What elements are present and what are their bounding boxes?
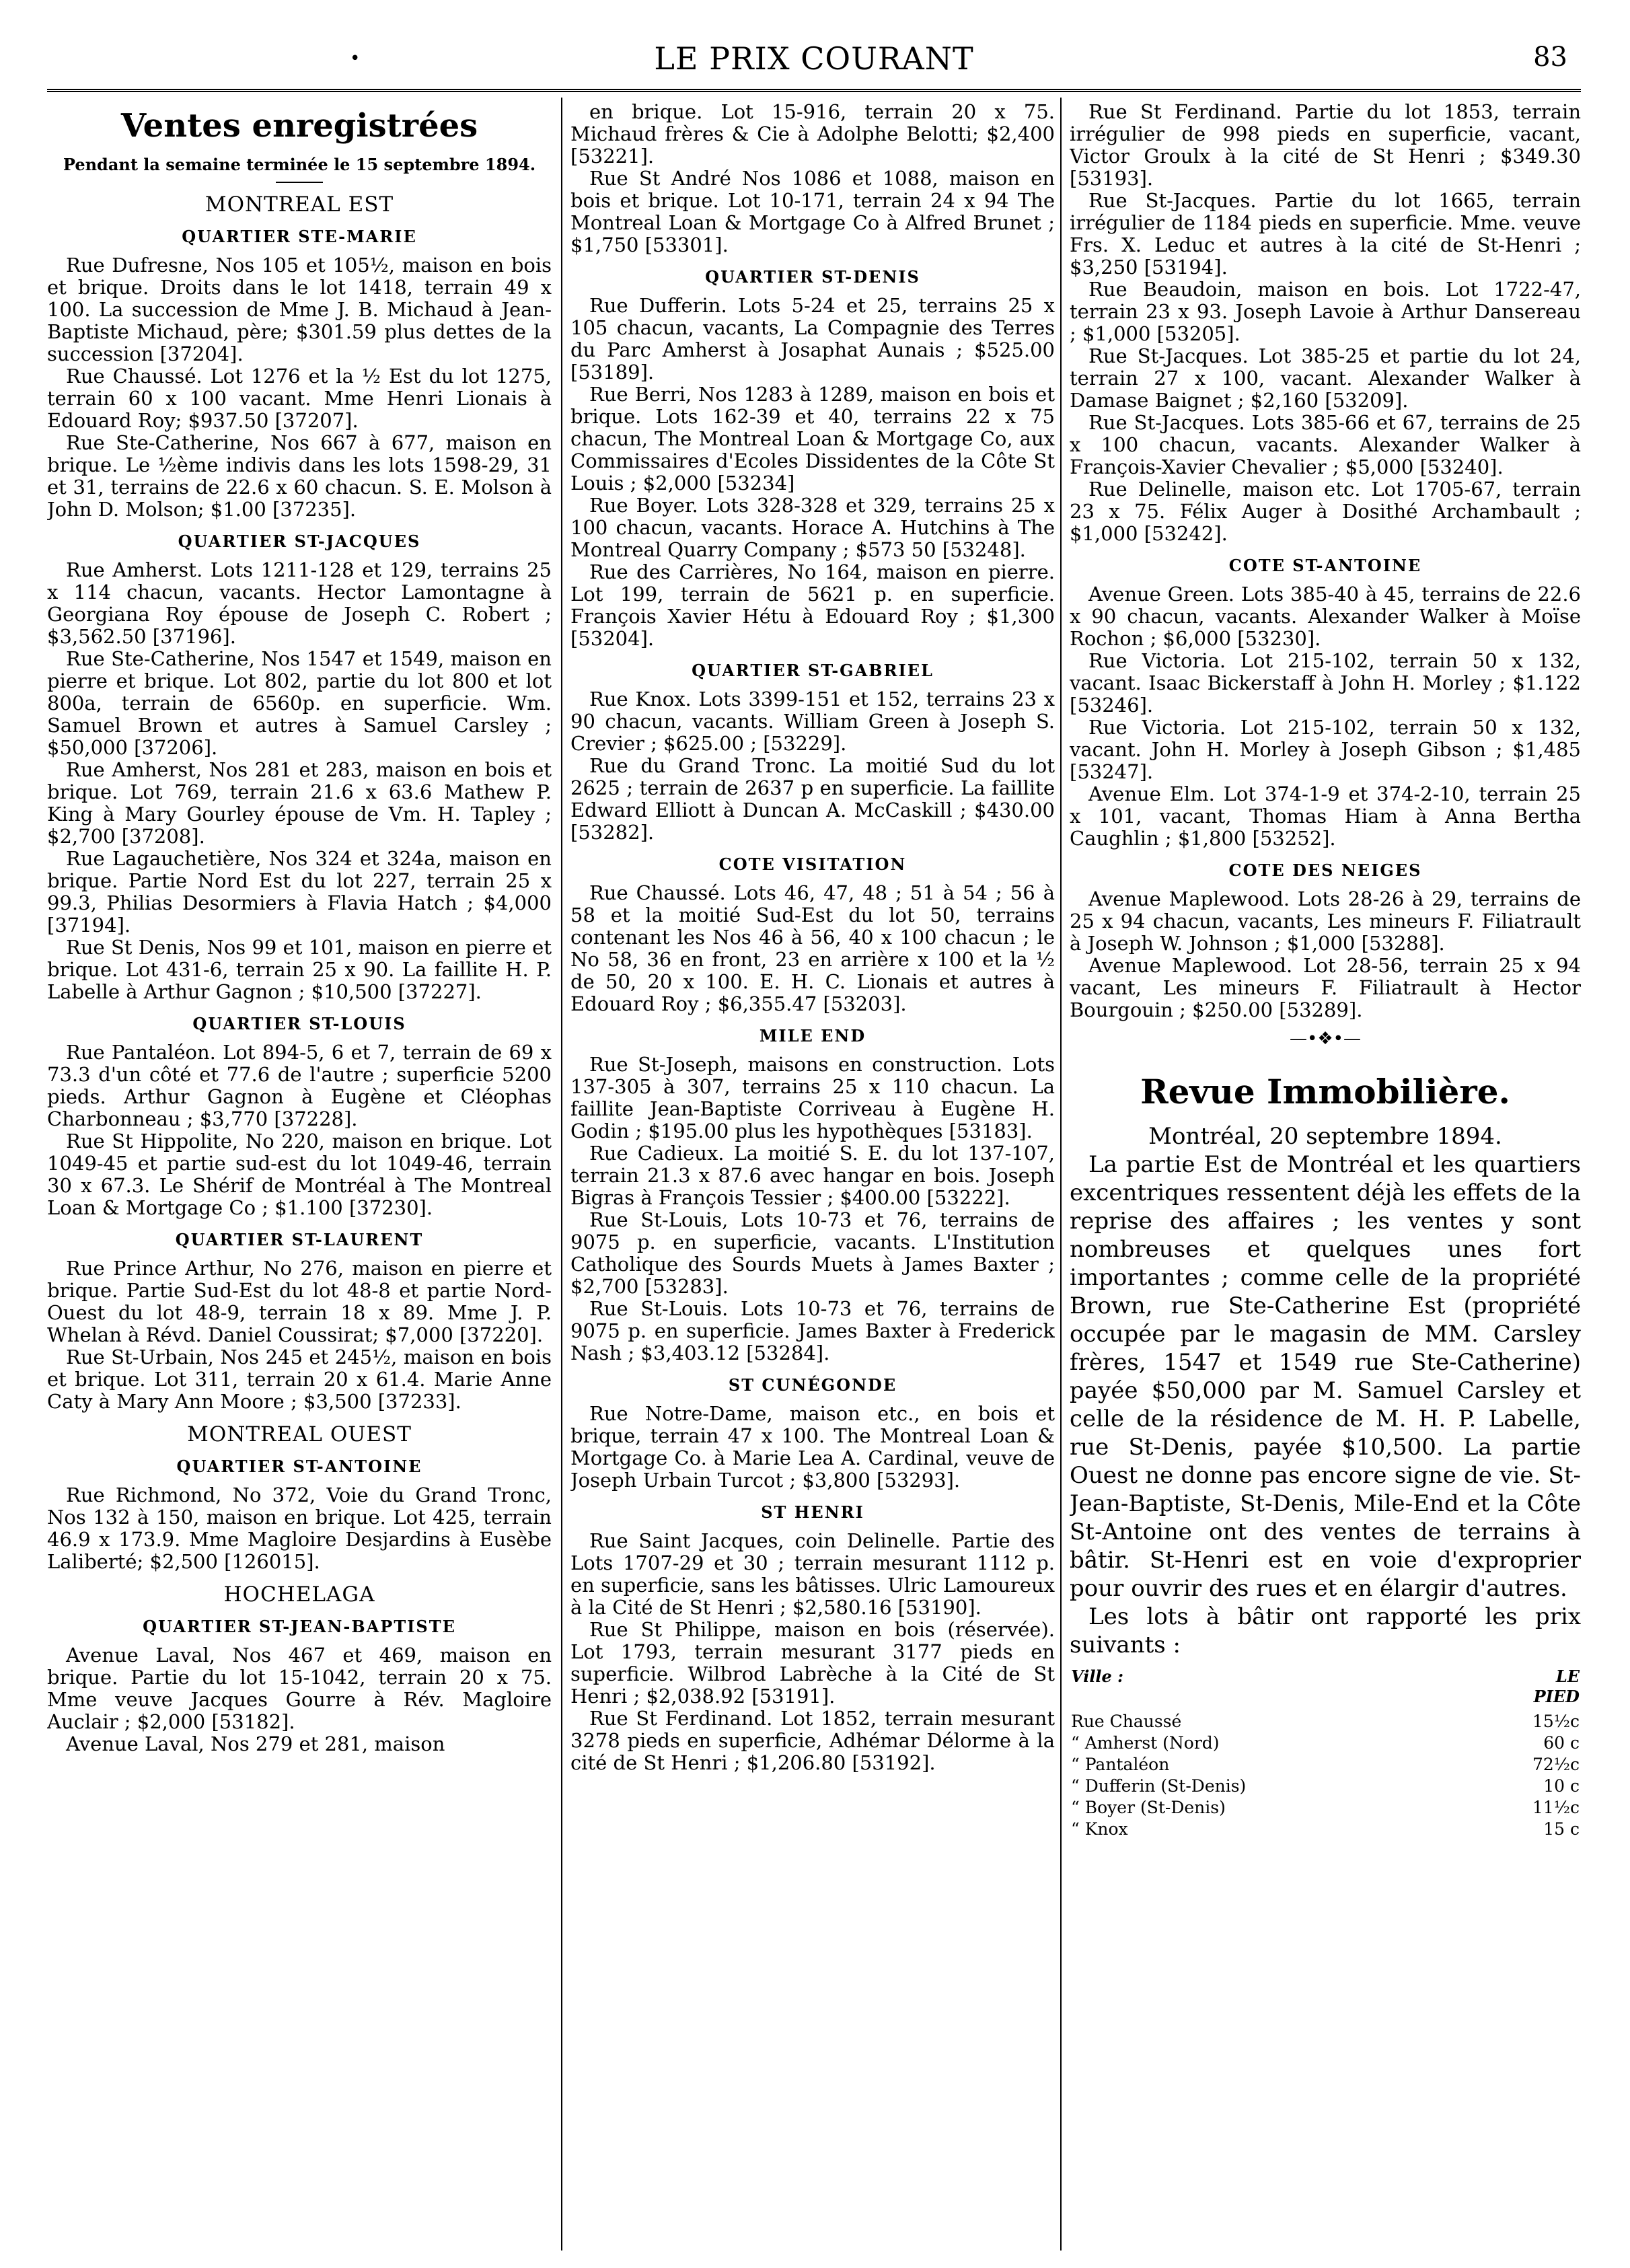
sale-entry: Rue Victoria. Lot 215-102, terrain 50 x 132, vacant. John H. Morley à Joseph Gibson ; $1,485 [53247]. (1070, 716, 1581, 783)
sale-entry: Rue Boyer. Lots 328-328 et 329, terrains 25 x 100 chacun, vacants. Horace A. Hutchins à The Montreal Quarry Company ; $573 50 [53248]. (570, 494, 1055, 561)
revue-date: Montréal, 20 septembre 1894. (1148, 1123, 1502, 1150)
street-name: “ Dufferin (St-Denis) (1071, 1776, 1247, 1796)
sale-entry: Rue du Grand Tronc. La moitié Sud du lot 2625 ; terrain de 2637 p en superficie. La faillite Edward Elliott à Duncan A. McCaskill ; $430.00 [53282]. (570, 754, 1055, 844)
sale-entry: Rue St-Louis, Lots 10-73 et 76, terrains de 9075 p. en superficie, vacants. L'Institution Catholique des Sourds Muets à James Baxter ; $2,700 [53283]. (570, 1208, 1055, 1298)
column-divider (1060, 98, 1062, 2251)
revue-title: Revue Immobilière. (1140, 1072, 1510, 1111)
sale-entry: Rue Pantaléon. Lot 894-5, 6 et 7, terrain de 69 x 73.3 d'un côté et 77.6 de l'autre ; superficie 5200 pieds. Arthur Gagnon à Eugène et Cléophas Charbonneau ; $3,770 [37228]. (47, 1041, 552, 1130)
sale-entry: Rue Prince Arthur, No 276, maison en pierre et brique. Partie Sud-Est du lot 48-8 et partie Nord-Ouest du lot 48-9, terrain 18 x 89. Mme J. P. Whelan à Révd. Daniel Coussirat; $7,000 [37220]. (47, 1257, 552, 1346)
sale-entry: Avenue Elm. Lot 374-1-9 et 374-2-10, terrain 25 x 101, vacant, Thomas Hiam à Anna Bertha Caughlin ; $1,800 [53252]. (1070, 782, 1581, 850)
header-mark: • (350, 48, 361, 69)
sale-entry: Rue Lagauchetière, Nos 324 et 324a, maison en brique. Partie Nord Est du lot 227, terrain 25 x 99.3, Philias Desormiers à Flavia Hatch ; $4,000 [37194]. (47, 847, 552, 937)
sale-entry: Rue St Hippolite, No 220, maison en brique. Lot 1049-45 et partie sud-est du lot 1049-46, terrain 30 x 67.3. Le Shérif de Montréal à The Montreal Loan & Mortgage Co ; $1.100 [37230]. (47, 1130, 552, 1219)
sale-entry: Rue St Ferdinand. Partie du lot 1853, terrain irrégulier de 998 pieds en superficie, vacant, Victor Groulx à la cité de St Henri ; $349.30 [53193]. (1070, 101, 1581, 190)
divider (276, 182, 323, 183)
sale-entry: Rue St Ferdinand. Lot 1852, terrain mesurant 3278 pieds en superficie, Adhémar Délorme à la cité de St Henri ; $1,206.80 [53192]. (570, 1707, 1055, 1774)
sale-entry: Rue Ste-Catherine, Nos 1547 et 1549, maison en pierre et brique. Lot 802, partie du lot 800 et lot 800a, terrain de 6560p. en superficie. Wm. Samuel Brown et autres à Samuel Carsley ; $50,000 [37206]. (47, 647, 552, 759)
sale-entry: Rue St-Jacques. Lots 385-66 et 67, terrains de 25 x 100 chacun, vacants. Alexander Walker à François-Xavier Chevalier ; $5,000 [53240]. (1070, 411, 1581, 478)
section-subtitle: Pendant la semaine terminée le 15 septembre 1894. (63, 155, 536, 174)
sale-entry: Rue Dufresne, Nos 105 et 105½, maison en bois et brique. Droits dans le lot 1418, terrain 49 x 100. La succession de Mme J. B. Michaud à Jean-Baptiste Michaud, père; $301.59 plus dettes de la succession [37204]. (47, 254, 552, 365)
sale-entry: Rue Notre-Dame, maison etc., en bois et brique, terrain 47 x 100. The Montreal Loan & Mortgage Co. à Marie Lea A. Cardinal, veuve de Joseph Urbain Turcot ; $3,800 [53293]. (570, 1402, 1055, 1492)
quartier-heading: COTE ST-ANTOINE (1228, 556, 1422, 575)
sale-entry: Rue Amherst, Nos 281 et 283, maison en bois et brique. Lot 769, terrain 21.6 x 63.6 Mathew P. King à Mary Gourley épouse de Vm. H. Tapley ; $2,700 [37208]. (47, 758, 552, 848)
street-name: “ Pantaléon (1071, 1755, 1170, 1774)
column-2 (570, 101, 1055, 2254)
sale-entry: Rue Beaudoin, maison en bois. Lot 1722-47, terrain 23 x 93. Joseph Lavoie à Arthur Dansereau ; $1,000 [53205]. (1070, 278, 1581, 345)
sale-entry: Avenue Laval, Nos 467 et 469, maison en brique. Partie du lot 15-1042, terrain 20 x 75. Mme veuve Jacques Gourre à Rév. Magloire Auclair ; $2,000 [53182]. (47, 1644, 552, 1733)
sale-entry: Rue St-Jacques. Partie du lot 1665, terrain irrégulier de 1184 pieds en superficie. Mme. veuve Frs. X. Leduc et autres à la cité de St-Henri ; $3,250 [53194]. (1070, 189, 1581, 279)
sale-entry: Rue St André Nos 1086 et 1088, maison en bois et brique. Lot 10-171, terrain 24 x 94 The Montreal Loan & Mortgage Co à Alfred Brunet ; $1,750 [53301]. (570, 167, 1055, 256)
column-3-body (1070, 101, 1581, 1021)
price-table (1070, 1666, 1581, 1840)
revue-paragraph: La partie Est de Montréal et les quartiers excentriques ressentent déjà les effets de la reprise des affaires ; les ventes y sont nombreuses et quelques unes fort importantes ; comme celle de la propriété Brown, rue Ste-Catherine Est (propriété occupée par le magasin de MM. Carsley frères, 1547 et 1549 rue Ste-Catherine) payée $50,000 par M. Samuel Carsley et celle de la résidence de M. H. P. Labelle, rue St-Denis, payée $10,500. La partie Ouest ne donne pas encore signe de vie. St-Jean-Baptiste, St-Denis, Mile-End et la Côte St-Antoine ont des ventes de terrains à bâtir. St-Henri est en voie d'exproprier pour ouvrir des rues et en élargir d'autres. (1070, 1151, 1581, 1602)
sale-entry: Rue St-Joseph, maisons en construction. Lots 137-305 à 307, terrains 25 x 110 chacun. La faillite Jean-Baptiste Corriveau à Eugène H. Godin ; $195.00 plus les hypothèques [53183]. (570, 1053, 1055, 1142)
price-row (1070, 1776, 1581, 1797)
price-row (1070, 1732, 1581, 1754)
district-heading: MONTREAL EST (205, 192, 394, 217)
quartier-heading: ST HENRI (761, 1502, 864, 1522)
column-1 (47, 101, 552, 2254)
price-per-foot: 11½c (1532, 1798, 1580, 1817)
newspaper-title: LE PRIX COURANT (654, 40, 974, 77)
quartier-heading: QUARTIER STE-MARIE (182, 227, 417, 246)
sale-entry: Avenue Maplewood. Lot 28-56, terrain 25 x 94 vacant, Les mineurs F. Filiatrault à Hector Bourgouin ; $250.00 [53289]. (1070, 954, 1581, 1021)
quartier-heading: QUARTIER ST-LOUIS (192, 1014, 406, 1033)
sale-entry: Rue Chaussé. Lot 1276 et la ½ Est du lot 1275, terrain 60 x 100 vacant. Mme Henri Lionais à Edouard Roy; $937.50 [37207]. (47, 365, 552, 432)
price-table-header (1070, 1666, 1581, 1711)
sale-entry: Rue Cadieux. La moitié S. E. du lot 137-107, terrain 21.3 x 87.6 avec hangar en bois. Joseph Bigras à François Tessier ; $400.00 [53222]. (570, 1142, 1055, 1209)
quartier-heading: MILE END (759, 1026, 866, 1046)
price-per-foot: 60 c (1543, 1733, 1580, 1753)
sale-entry: Rue des Carrières, No 164, maison en pierre. Lot 199, terrain de 5621 p. en superficie. François Xavier Hétu à Edouard Roy ; $1,300 [53204]. (570, 560, 1055, 650)
revue-body (1070, 1150, 1581, 1659)
column-2-body (570, 101, 1055, 1774)
page-number: 83 (1533, 42, 1567, 73)
header-rule (47, 89, 1581, 96)
sale-entry: Rue Delinelle, maison etc. Lot 1705-67, terrain 23 x 75. Félix Auger à Dosithé Archambault ; $1,000 [53242]. (1070, 478, 1581, 545)
street-name: “ Amherst (Nord) (1071, 1733, 1220, 1753)
quartier-heading: QUARTIER ST-ANTOINE (176, 1457, 422, 1476)
sale-entry: Rue Victoria. Lot 215-102, terrain 50 x 132, vacant. Isaac Bickerstaff à John H. Morley ; $1.122 [53246]. (1070, 649, 1581, 717)
sale-entry: Rue Chaussé. Lots 46, 47, 48 ; 51 à 54 ; 56 à 58 et la moitié Sud-Est du lot 50, terrains contenant les Nos 46 à 56, 40 x 100 chacun ; le No 58, 36 en front, 23 en arrière x 100 et la ½ de 50, 20 x 100. E. H. C. Lionais et autres à Edouard Roy ; $6,355.47 [53203]. (570, 881, 1055, 1015)
quartier-heading: COTE VISITATION (718, 854, 907, 874)
sale-entry: Rue Amherst. Lots 1211-128 et 129, terrains 25 x 114 chacun, vacants. Hector Lamontagne à Georgiana Roy épouse de Joseph C. Robert ; $3,562.50 [37196]. (47, 558, 552, 648)
price-header-right: LE PIED (1533, 1667, 1580, 1706)
sale-entry: Rue Berri, Nos 1283 à 1289, maison en bois et brique. Lots 162-39 et 40, terrains 22 x 75 chacun, The Montreal Loan & Mortgage Co, aux Commissaires d'Ecoles Dissidentes de la Côte St Louis ; $2,000 [53234] (570, 383, 1055, 495)
district-heading: MONTREAL OUEST (187, 1422, 412, 1447)
page-header (61, 32, 1567, 86)
quartier-heading: QUARTIER ST-GABRIEL (692, 661, 934, 680)
sale-entry: Avenue Laval, Nos 279 et 281, maison (66, 1732, 445, 1755)
price-per-foot: 15½c (1532, 1712, 1580, 1731)
price-row (1070, 1819, 1581, 1840)
quartier-heading: QUARTIER ST-DENIS (705, 267, 920, 287)
street-name: Rue Chaussé (1071, 1712, 1182, 1731)
price-row (1070, 1754, 1581, 1776)
column-1-body (47, 194, 552, 1755)
district-heading: HOCHELAGA (223, 1582, 375, 1607)
sale-entry: en brique. Lot 15-916, terrain 20 x 75. Michaud frères & Cie à Adolphe Belotti; $2,400 [53221]. (570, 101, 1055, 168)
sale-entry: Rue St-Jacques. Lot 385-25 et partie du lot 24, terrain 27 x 100, vacant. Alexander Walker à Damase Baignet ; $2,160 [53209]. (1070, 344, 1581, 412)
quartier-heading: QUARTIER ST-JEAN-BAPTISTE (143, 1617, 456, 1636)
quartier-heading: QUARTIER ST-JACQUES (178, 532, 421, 551)
price-per-foot: 15 c (1543, 1819, 1580, 1839)
price-per-foot: 72½c (1532, 1755, 1580, 1774)
sale-entry: Rue Ste-Catherine, Nos 667 à 677, maison en brique. Le ½ème indivis dans les lots 1598-29, 31 et 31, terrains de 22.6 x 60 chacun. S. E. Molson à John D. Molson; $1.00 [37235]. (47, 431, 552, 521)
price-row (1070, 1711, 1581, 1732)
street-name: “ Knox (1071, 1819, 1128, 1839)
ornament-divider: —•❖•— (1290, 1029, 1361, 1049)
column-divider (561, 98, 562, 2251)
sale-entry: Rue St-Urbain, Nos 245 et 245½, maison en bois et brique. Lot 311, terrain 20 x 61.4. Marie Anne Caty à Mary Ann Moore ; $3,500 [37233]. (47, 1346, 552, 1413)
quartier-heading: COTE DES NEIGES (1228, 861, 1422, 880)
column-3 (1070, 101, 1581, 2254)
price-header-left: Ville : (1071, 1667, 1124, 1686)
sale-entry: Rue Richmond, No 372, Voie du Grand Tronc, Nos 132 à 150, maison en brique. Lot 425, terrain 46.9 x 173.9. Mme Magloire Desjardins à Eusèbe Laliberté; $2,500 [126015]. (47, 1484, 552, 1573)
section-title: Ventes enregistrées (120, 107, 478, 145)
sale-entry: Avenue Green. Lots 385-40 à 45, terrains de 22.6 x 90 chacun, vacants. Alexander Walker à Moïse Rochon ; $6,000 [53230]. (1070, 583, 1581, 650)
sale-entry: Rue Knox. Lots 3399-151 et 152, terrains 23 x 90 chacun, vacants. William Green à Joseph S. Crevier ; $625.00 ; [53229]. (570, 688, 1055, 755)
quartier-heading: QUARTIER ST-LAURENT (175, 1230, 424, 1249)
price-per-foot: 10 c (1543, 1776, 1580, 1796)
revue-paragraph: Les lots à bâtir ont rapporté les prix suivants : (1070, 1603, 1581, 1658)
sale-entry: Rue Saint Jacques, coin Delinelle. Partie des Lots 1707-29 et 30 ; terrain mesurant 1112 p. en superficie, sans les bâtisses. Ulric Lamoureux à la Cité de St Henri ; $2,580.16 [53190]. (570, 1529, 1055, 1619)
sale-entry: Rue Dufferin. Lots 5-24 et 25, terrains 25 x 105 chacun, vacants, La Compagnie des Terres du Parc Amherst à Josaphat Aunais ; $525.00 [53189]. (570, 294, 1055, 383)
quartier-heading: ST CUNÉGONDE (728, 1375, 897, 1395)
sale-entry: Rue St-Louis. Lots 10-73 et 76, terrains de 9075 p. en superficie. James Baxter à Frederick Nash ; $3,403.12 [53284]. (570, 1297, 1055, 1364)
sale-entry: Avenue Maplewood. Lots 28-26 à 29, terrains de 25 x 94 chacun, vacants, Les mineurs F. Filiatrault à Joseph W. Johnson ; $1,000 [53288]. (1070, 887, 1581, 955)
price-row (1070, 1797, 1581, 1819)
sale-entry: Rue St Philippe, maison en bois (réservée). Lot 1793, terrain mesurant 3177 pieds en superficie. Wilbrod Labrèche à la Cité de St Henri ; $2,038.92 [53191]. (570, 1618, 1055, 1708)
street-name: “ Boyer (St-Denis) (1071, 1798, 1226, 1817)
sale-entry: Rue St Denis, Nos 99 et 101, maison en pierre et brique. Lot 431-6, terrain 25 x 90. La faillite H. P. Labelle à Arthur Gagnon ; $10,500 [37227]. (47, 936, 552, 1003)
